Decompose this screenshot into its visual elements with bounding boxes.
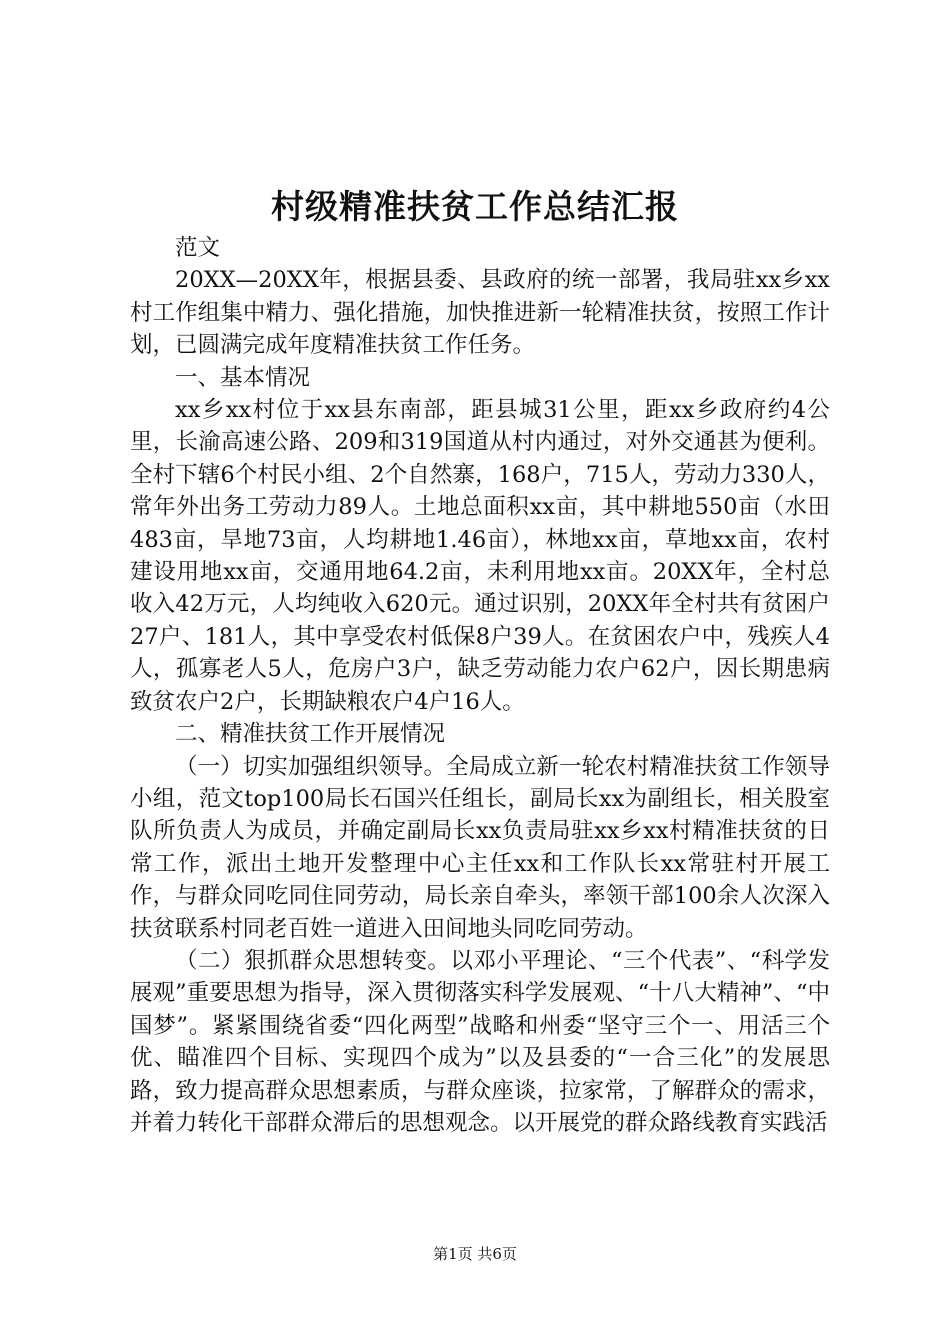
paragraph-thinking: （二）狠抓群众思想转变。以邓小平理论、“三个代表”、“科学发展观”重要思想为指导，深入贯彻落实科学发展观、“十八大精神”、“中国梦”。紧紧围绕省委“四化两型”战略和州委“坚守三个一、用活三个优、瞄准四个目标、实现四个成为”以及县委的“一合三化”的发展思路，致力提高群众思想素质，与群众座谈，拉家常，了解群众的需求，并着力转化干部群众滞后的思想观念。以开展党的群众路线教育实践活 bbox=[130, 947, 830, 1136]
page-number: 第1页 bbox=[433, 1245, 473, 1263]
page-total: 共6页 bbox=[477, 1245, 517, 1263]
heading-basic-situation: 一、基本情况 bbox=[175, 364, 311, 391]
paragraph-fanwen: 范文 bbox=[175, 235, 221, 261]
document-title: 村级精准扶贫工作总结汇报 bbox=[271, 187, 679, 226]
paragraph-organization: （一）切实加强组织领导。全局成立新一轮农村精准扶贫工作领导小组，范文top100局长石国兴任组长，副局长xx为副组长，相关股室队所负责人为成员，并确定副局长xx负责局驻xx乡xx村精准扶贫的日常工作，派出土地开发整理中心主任xx和工作队长xx常驻村开展工作，与群众同吃同住同劳动，局长亲自牵头，率领干部100余人次深入扶贫联系村同老百姓一道进入田间地头同吃同劳动。 bbox=[130, 753, 830, 942]
heading-work-progress: 二、精准扶贫工作开展情况 bbox=[175, 721, 446, 748]
paragraph-intro: 20XX—20XX年，根据县委、县政府的统一部署，我局驻xx乡xx村工作组集中精力、强化措施，加快推进新一轮精准扶贫，按照工作计划，已圆满完成年度精准扶贫工作任务。 bbox=[130, 267, 830, 359]
paragraph-basic-situation: xx乡xx村位于xx县东南部，距县城31公里，距xx乡政府约4公里，长渝高速公路、209和319国道从村内通过，对外交通甚为便利。全村下辖6个村民小组、2个自然寨，168户，715人，劳动力330人，常年外出务工劳动力89人。土地总面积xx亩，其中耕地550亩（水田483亩，旱地73亩，人均耕地1.46亩），林地xx亩，草地xx亩，农村建设用地xx亩，交通用地64.2亩，未利用地xx亩。20XX年，全村总收入42万元，人均纯收入620元。通过识别，20XX年全村共有贫困户27户、181人，其中享受农村低保8户39人。在贫困农户中，残疾人4人，孤寡老人5人，危房户3户，缺乏劳动能力农户62户，因长期患病致贫农户2户，长期缺粮农户4户16人。 bbox=[130, 397, 830, 715]
page-footer bbox=[0, 1244, 950, 1264]
document-body bbox=[130, 232, 830, 1139]
